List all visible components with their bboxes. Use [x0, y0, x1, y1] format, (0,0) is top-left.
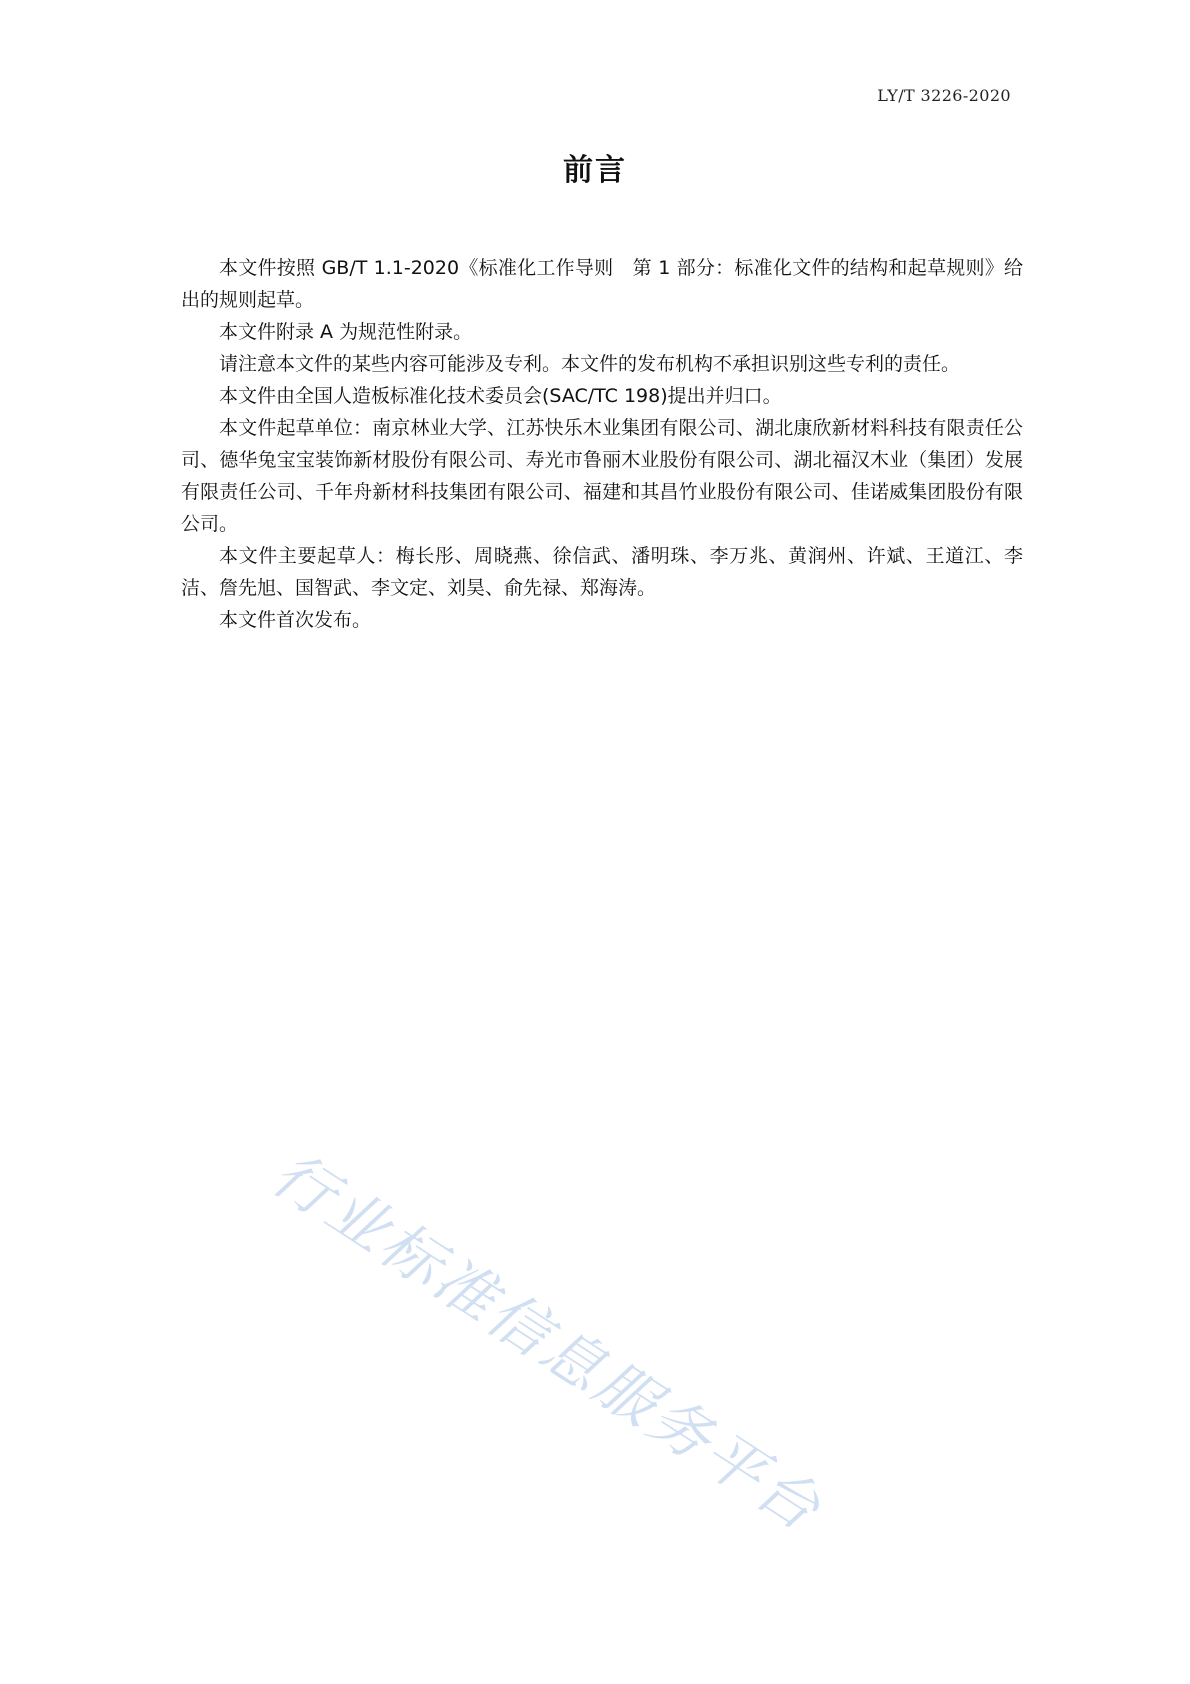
paragraph-first-release: 本文件首次发布。 — [219, 609, 372, 631]
watermark: 行业标准信息服务平台 — [259, 1138, 835, 1547]
document-code: LY/T 3226-2020 — [877, 86, 1011, 105]
paragraph-appendix: 本文件附录 A 为规范性附录。 — [219, 321, 473, 343]
paragraph-drafters: 本文件主要起草人：梅长彤、周晓燕、徐信武、潘明珠、李万兆、黄润州、许斌、王道江、李洁、詹先旭、国智武、李文定、刘昊、俞先禄、郑海涛。 — [181, 545, 1023, 599]
page-title: 前言 — [563, 153, 627, 188]
paragraph-drafting-units: 本文件起草单位：南京林业大学、江苏快乐木业集团有限公司、湖北康欣新材料科技有限责任公司、德华兔宝宝装饰新材股份有限公司、寿光市鲁丽木业股份有限公司、湖北福汉木业（集团）发展有限责任公司、千年舟新材科技集团有限公司、福建和其昌竹业股份有限公司、佳诺威集团股份有限公司。 — [181, 417, 1023, 535]
foreword-body — [181, 252, 1023, 636]
paragraph-drafting-rules: 本文件按照 GB/T 1.1-2020《标准化工作导则 第 1 部分：标准化文件的结构和起草规则》给出的规则起草。 — [181, 257, 1023, 311]
paragraph-proposer: 本文件由全国人造板标准化技术委员会(SAC/TC 198)提出并归口。 — [219, 385, 782, 407]
paragraph-patent-notice: 请注意本文件的某些内容可能涉及专利。本文件的发布机构不承担识别这些专利的责任。 — [219, 353, 961, 375]
